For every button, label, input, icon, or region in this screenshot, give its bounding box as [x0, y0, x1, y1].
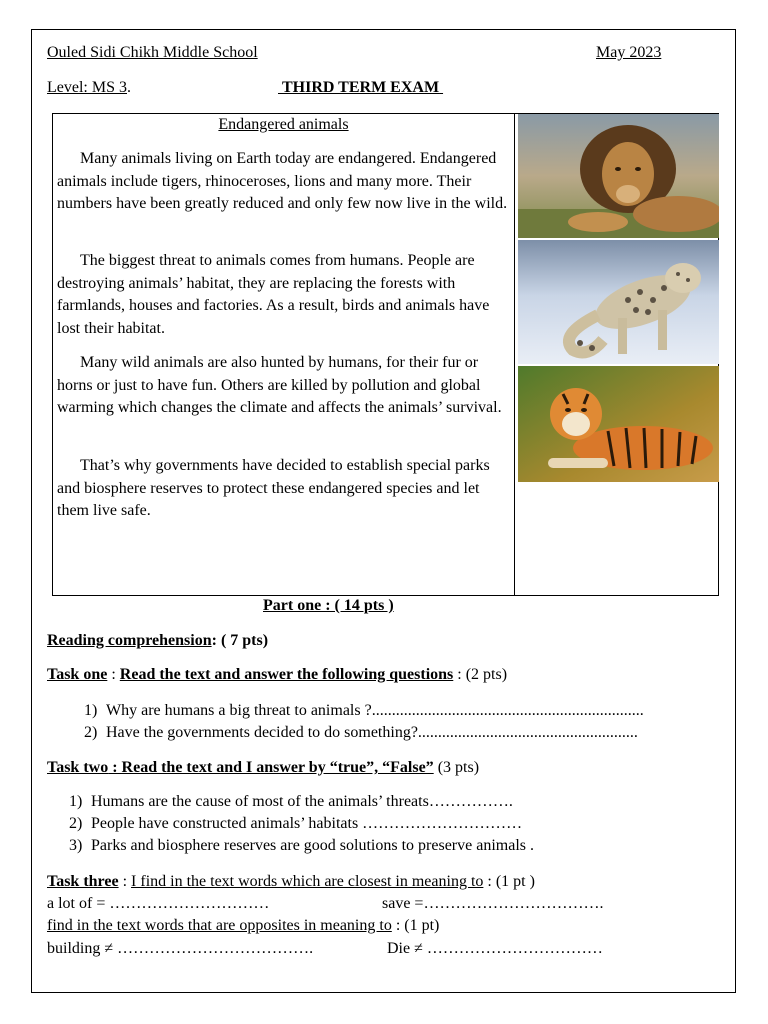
- task-one-instruction: Read the text and answer the following questions: [119, 666, 454, 683]
- antonym-line-2: Die ≠ ……………………………: [387, 940, 603, 957]
- statement-3: 3) Parks and biosphere reserves are good solutions to preserve animals .: [69, 837, 534, 854]
- question-2: 2) Have the governments decided to do something?.......................................................: [84, 724, 638, 741]
- column-divider: [514, 114, 515, 595]
- passage-title: Endangered animals: [218, 116, 349, 133]
- task-two-heading: Task two : Read the text and I answer by “true”, “False” (3 pts): [47, 759, 480, 776]
- snow-leopard-photo: [518, 240, 719, 364]
- task-three-instruction-2: find in the text words that are opposites in meaning to : (1 pt): [47, 917, 440, 934]
- task-one-label: Task one: [47, 666, 108, 683]
- task-three-heading: Task three : I find in the text words which are closest in meaning to : (1 pt ): [47, 873, 535, 890]
- task-one-questions: [84, 700, 644, 744]
- question-1: 1) Why are humans a big threat to animals ?....................................................................: [84, 702, 644, 719]
- part-one-heading: Part one : ( 14 pts ): [263, 597, 394, 614]
- task-two-statements: [69, 791, 534, 857]
- reading-box: [52, 113, 719, 596]
- school-name: Ouled Sidi Chikh Middle School: [47, 44, 258, 61]
- statement-1: 1) Humans are the cause of most of the animals’ threats…………….: [69, 793, 513, 810]
- exam-date: May 2023: [596, 44, 662, 61]
- exam-title: THIRD TERM EXAM: [282, 79, 440, 96]
- task-three-label: Task three: [47, 873, 119, 890]
- synonym-line-2: save =…………………………….: [382, 895, 604, 912]
- paragraph-4: That’s why governments have decided to establish special parks and biosphere reserves to protect these endangered species and let them live safe.: [57, 457, 490, 519]
- antonym-line-1: building ≠ ……………………………….: [47, 940, 314, 957]
- synonym-line-1: a lot of = …………………………: [47, 895, 270, 912]
- task-one-heading: Task one : Read the text and answer the following questions : (2 pts): [47, 666, 508, 683]
- paragraph-2: The biggest threat to animals comes from humans. People are destroying animals’ habitat, they are replacing the forests with farmlands, houses and factories. As a result, birds and animals have lost their habitat.: [57, 252, 490, 337]
- task-two-instruction: : Read the text and I answer by “true”, “False”: [108, 759, 434, 776]
- level-line: [47, 79, 131, 97]
- task-three-instruction-1: I find in the text words which are closest in meaning to: [131, 873, 484, 890]
- statement-2: 2) People have constructed animals’ habitats …………………………: [69, 815, 523, 832]
- level-period: .: [127, 79, 131, 96]
- level-label: Level: MS 3: [47, 79, 127, 96]
- reading-comprehension-heading: Reading comprehension: ( 7 pts): [47, 632, 269, 649]
- paragraph-3: Many wild animals are also hunted by humans, for their fur or horns or just to have fun. Others are killed by pollution and global warming which changes the climate and affects the animals’ survival.: [57, 354, 502, 416]
- tiger-photo: [518, 366, 719, 482]
- lion-photo: [518, 114, 719, 238]
- task-two-label: Task two: [47, 759, 109, 776]
- paragraph-1: Many animals living on Earth today are endangered. Endangered animals include tigers, rhinoceroses, lions and many more. Their numbers have been greatly reduced and only few now live in the wild.: [57, 150, 508, 212]
